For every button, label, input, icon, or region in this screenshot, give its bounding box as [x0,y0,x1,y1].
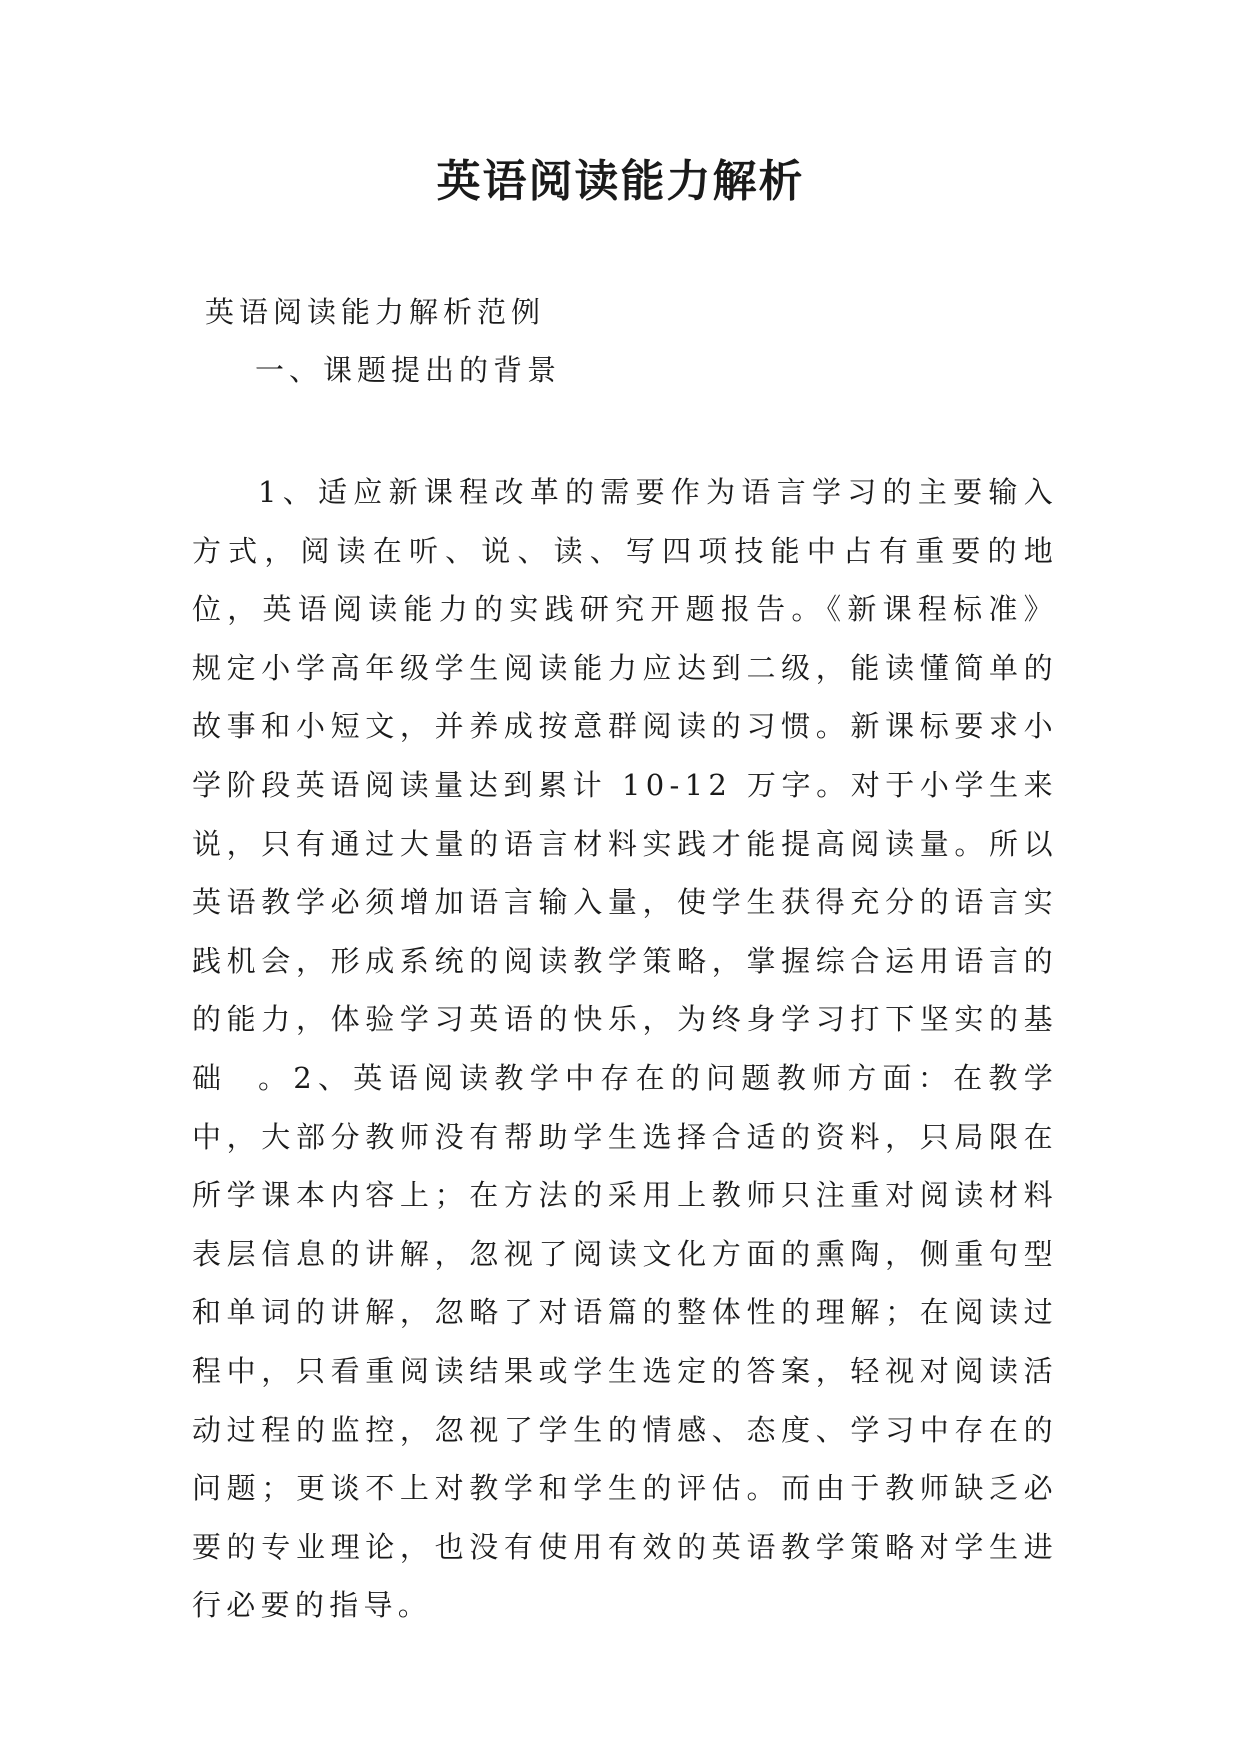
paragraph-1: 1、适应新课程改革的需要作为语言学习的主要输入方式，阅读在听、说、读、写四项技能中占有重要的地位，英语阅读能力的实践研究开题报告。《新课程标准》规定小学高年级学生阅读能力应达到二级，能读懂简单的故事和小短文，并养成按意群阅读的习惯。新课标要求小学阶段英语阅读量达到累计 10-12 万字。对于小学生来说，只有通过大量的语言材料实践才能提高阅读量。所以英语教学必须增加语言输入量，使学生获得充分的语言实践机会，形成系统的阅读教学策略，掌握综合运用语言的的能力，体验学习英语的快乐，为终身学习打下坚实的基础 [192,475,1058,1095]
document-title: 英语阅读能力解析 [436,156,805,207]
document-subtitle: 英语阅读能力解析范例 [205,295,546,329]
section-heading: 一、课题提出的背景 [255,353,562,387]
paragraph-2: 。2、英语阅读教学中存在的问题教师方面：在教学中，大部分教师没有帮助学生选择合适的资料，只局限在所学课本内容上；在方法的采用上教师只注重对阅读材料表层信息的讲解，忽视了阅读文化方面的熏陶，侧重句型和单词的讲解，忽略了对语篇的整体性的理解；在阅读过程中，只看重阅读结果或学生选定的答案，轻视对阅读活动过程的监控，忽视了学生的情感、态度、学习中存在的问题；更谈不上对教学和学生的评估。而由于教师缺乏必要的专业理论，也没有使用有效的英语教学策略对学生进行必要的指导。 [192,1061,1058,1623]
